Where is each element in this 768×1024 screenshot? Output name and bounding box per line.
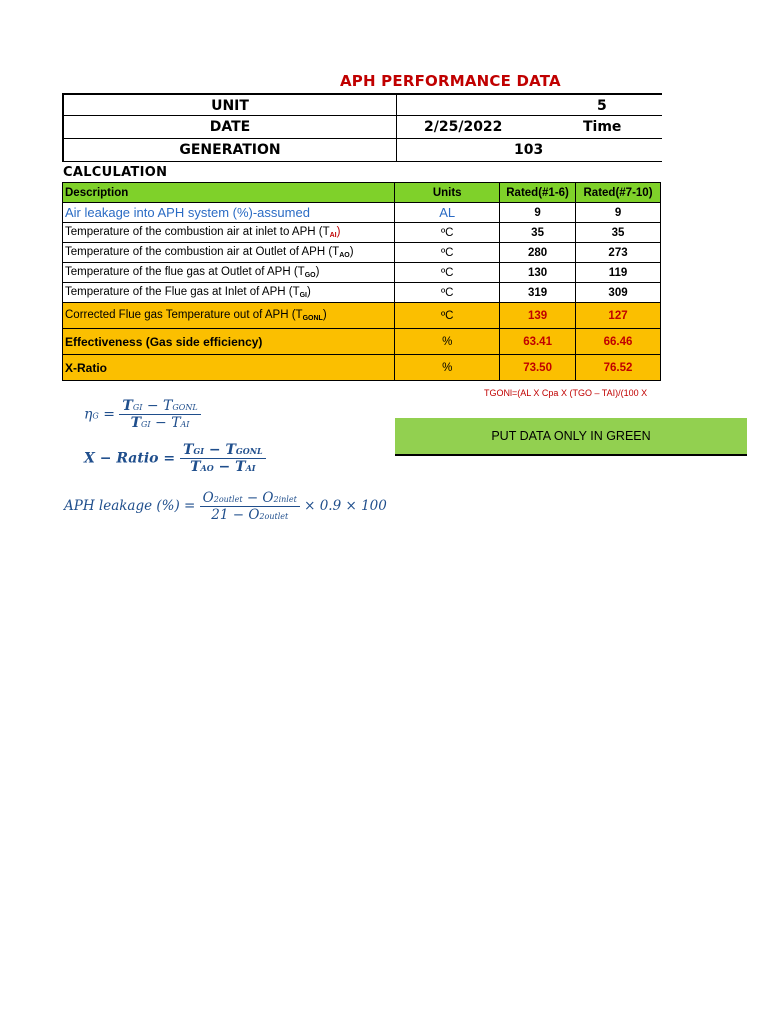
row-unit: ºC	[395, 223, 500, 243]
row-description: Air leakage into APH system (%)-assumed	[63, 203, 395, 223]
row-description: Corrected Flue gas Temperature out of APH $(T_{GONL})$	[63, 303, 395, 329]
row-description: Temperature of the combustion air at inlet to APH $(T_{AI})$	[63, 223, 395, 243]
row-rated-1-6: 63.41	[500, 329, 576, 355]
row-description: Effectiveness (Gas side efficiency)	[63, 329, 395, 355]
time-label: Time	[583, 119, 622, 135]
unit-row	[62, 93, 662, 116]
row-rated-1-6: 73.50	[500, 355, 576, 381]
row-rated-7-10: 127	[576, 303, 661, 329]
table-row	[63, 203, 661, 223]
row-rated-1-6[interactable]: 319	[500, 283, 576, 303]
row-rated-7-10: 76.52	[576, 355, 661, 381]
calculation-table	[62, 182, 661, 381]
generation-value-cell[interactable]: 103	[514, 142, 544, 158]
table-header-row	[63, 183, 661, 203]
row-unit: ºC	[395, 303, 500, 329]
unit-value-cell[interactable]: 5	[597, 98, 607, 114]
row-unit: %	[395, 355, 500, 381]
row-rated-1-6[interactable]: 130	[500, 263, 576, 283]
row-unit: ºC	[395, 263, 500, 283]
row-rated-1-6[interactable]: 280	[500, 243, 576, 263]
effectiveness-equation: ηG = $\frac{\text{TGI − TGONL}}{\text{TGI − TAI}}$	[84, 398, 201, 431]
row-rated-7-10[interactable]: 35	[576, 223, 661, 243]
row-description: Temperature of the flue gas at Outlet of APH $(T_{GO})$	[63, 263, 395, 283]
row-rated-7-10[interactable]: 9	[576, 203, 661, 223]
row-unit: ºC	[395, 283, 500, 303]
table-row	[63, 355, 661, 381]
green-input-notice: PUT DATA ONLY IN GREEN	[395, 418, 747, 456]
row-unit: %	[395, 329, 500, 355]
table-row	[63, 243, 661, 263]
date-value-cell[interactable]: 2/25/2022	[424, 119, 503, 135]
table-row	[63, 329, 661, 355]
row-rated-1-6[interactable]: 35	[500, 223, 576, 243]
col-header-description: Description	[63, 183, 395, 203]
row-unit: ºC	[395, 243, 500, 263]
tgonl-formula-note: TGONl=(AL X Cpa X (TGO – TAI)/(100 X	[484, 388, 648, 398]
row-rated-7-10[interactable]: 119	[576, 263, 661, 283]
page-title: APH PERFORMANCE DATA	[340, 72, 561, 90]
row-rated-7-10: 66.46	[576, 329, 661, 355]
date-label: DATE	[64, 116, 397, 138]
row-rated-7-10[interactable]: 273	[576, 243, 661, 263]
table-row	[63, 303, 661, 329]
generation-row	[62, 139, 662, 162]
table-row	[63, 283, 661, 303]
unit-label: UNIT	[64, 95, 397, 115]
col-header-rated-7-10: Rated(#7-10)	[576, 183, 661, 203]
row-description: X-Ratio	[63, 355, 395, 381]
calculation-label: CALCULATION	[63, 165, 168, 180]
table-row	[63, 223, 661, 243]
generation-label: GENERATION	[64, 139, 397, 161]
col-header-units: Units	[395, 183, 500, 203]
row-unit: AL	[395, 203, 500, 223]
aph-leakage-equation: APH leakage (%) = $\frac{\text{O2outlet − O2inlet}}{\text{21 − O2outlet}}$ × 0.9 × 100	[64, 490, 387, 523]
row-rated-1-6[interactable]: 9	[500, 203, 576, 223]
row-rated-7-10[interactable]: 309	[576, 283, 661, 303]
table-row	[63, 263, 661, 283]
row-rated-1-6: 139	[500, 303, 576, 329]
x-ratio-equation: X − Ratio = $\frac{\text{TGI − TGONL}}{\text{TAO − TAI}}$	[84, 442, 266, 475]
col-header-rated-1-6: Rated(#1-6)	[500, 183, 576, 203]
date-row	[62, 116, 662, 139]
row-description: Temperature of the combustion air at Outlet of APH $(T_{AO})$	[63, 243, 395, 263]
row-description: Temperature of the Flue gas at Inlet of APH $(T_{GI})$	[63, 283, 395, 303]
